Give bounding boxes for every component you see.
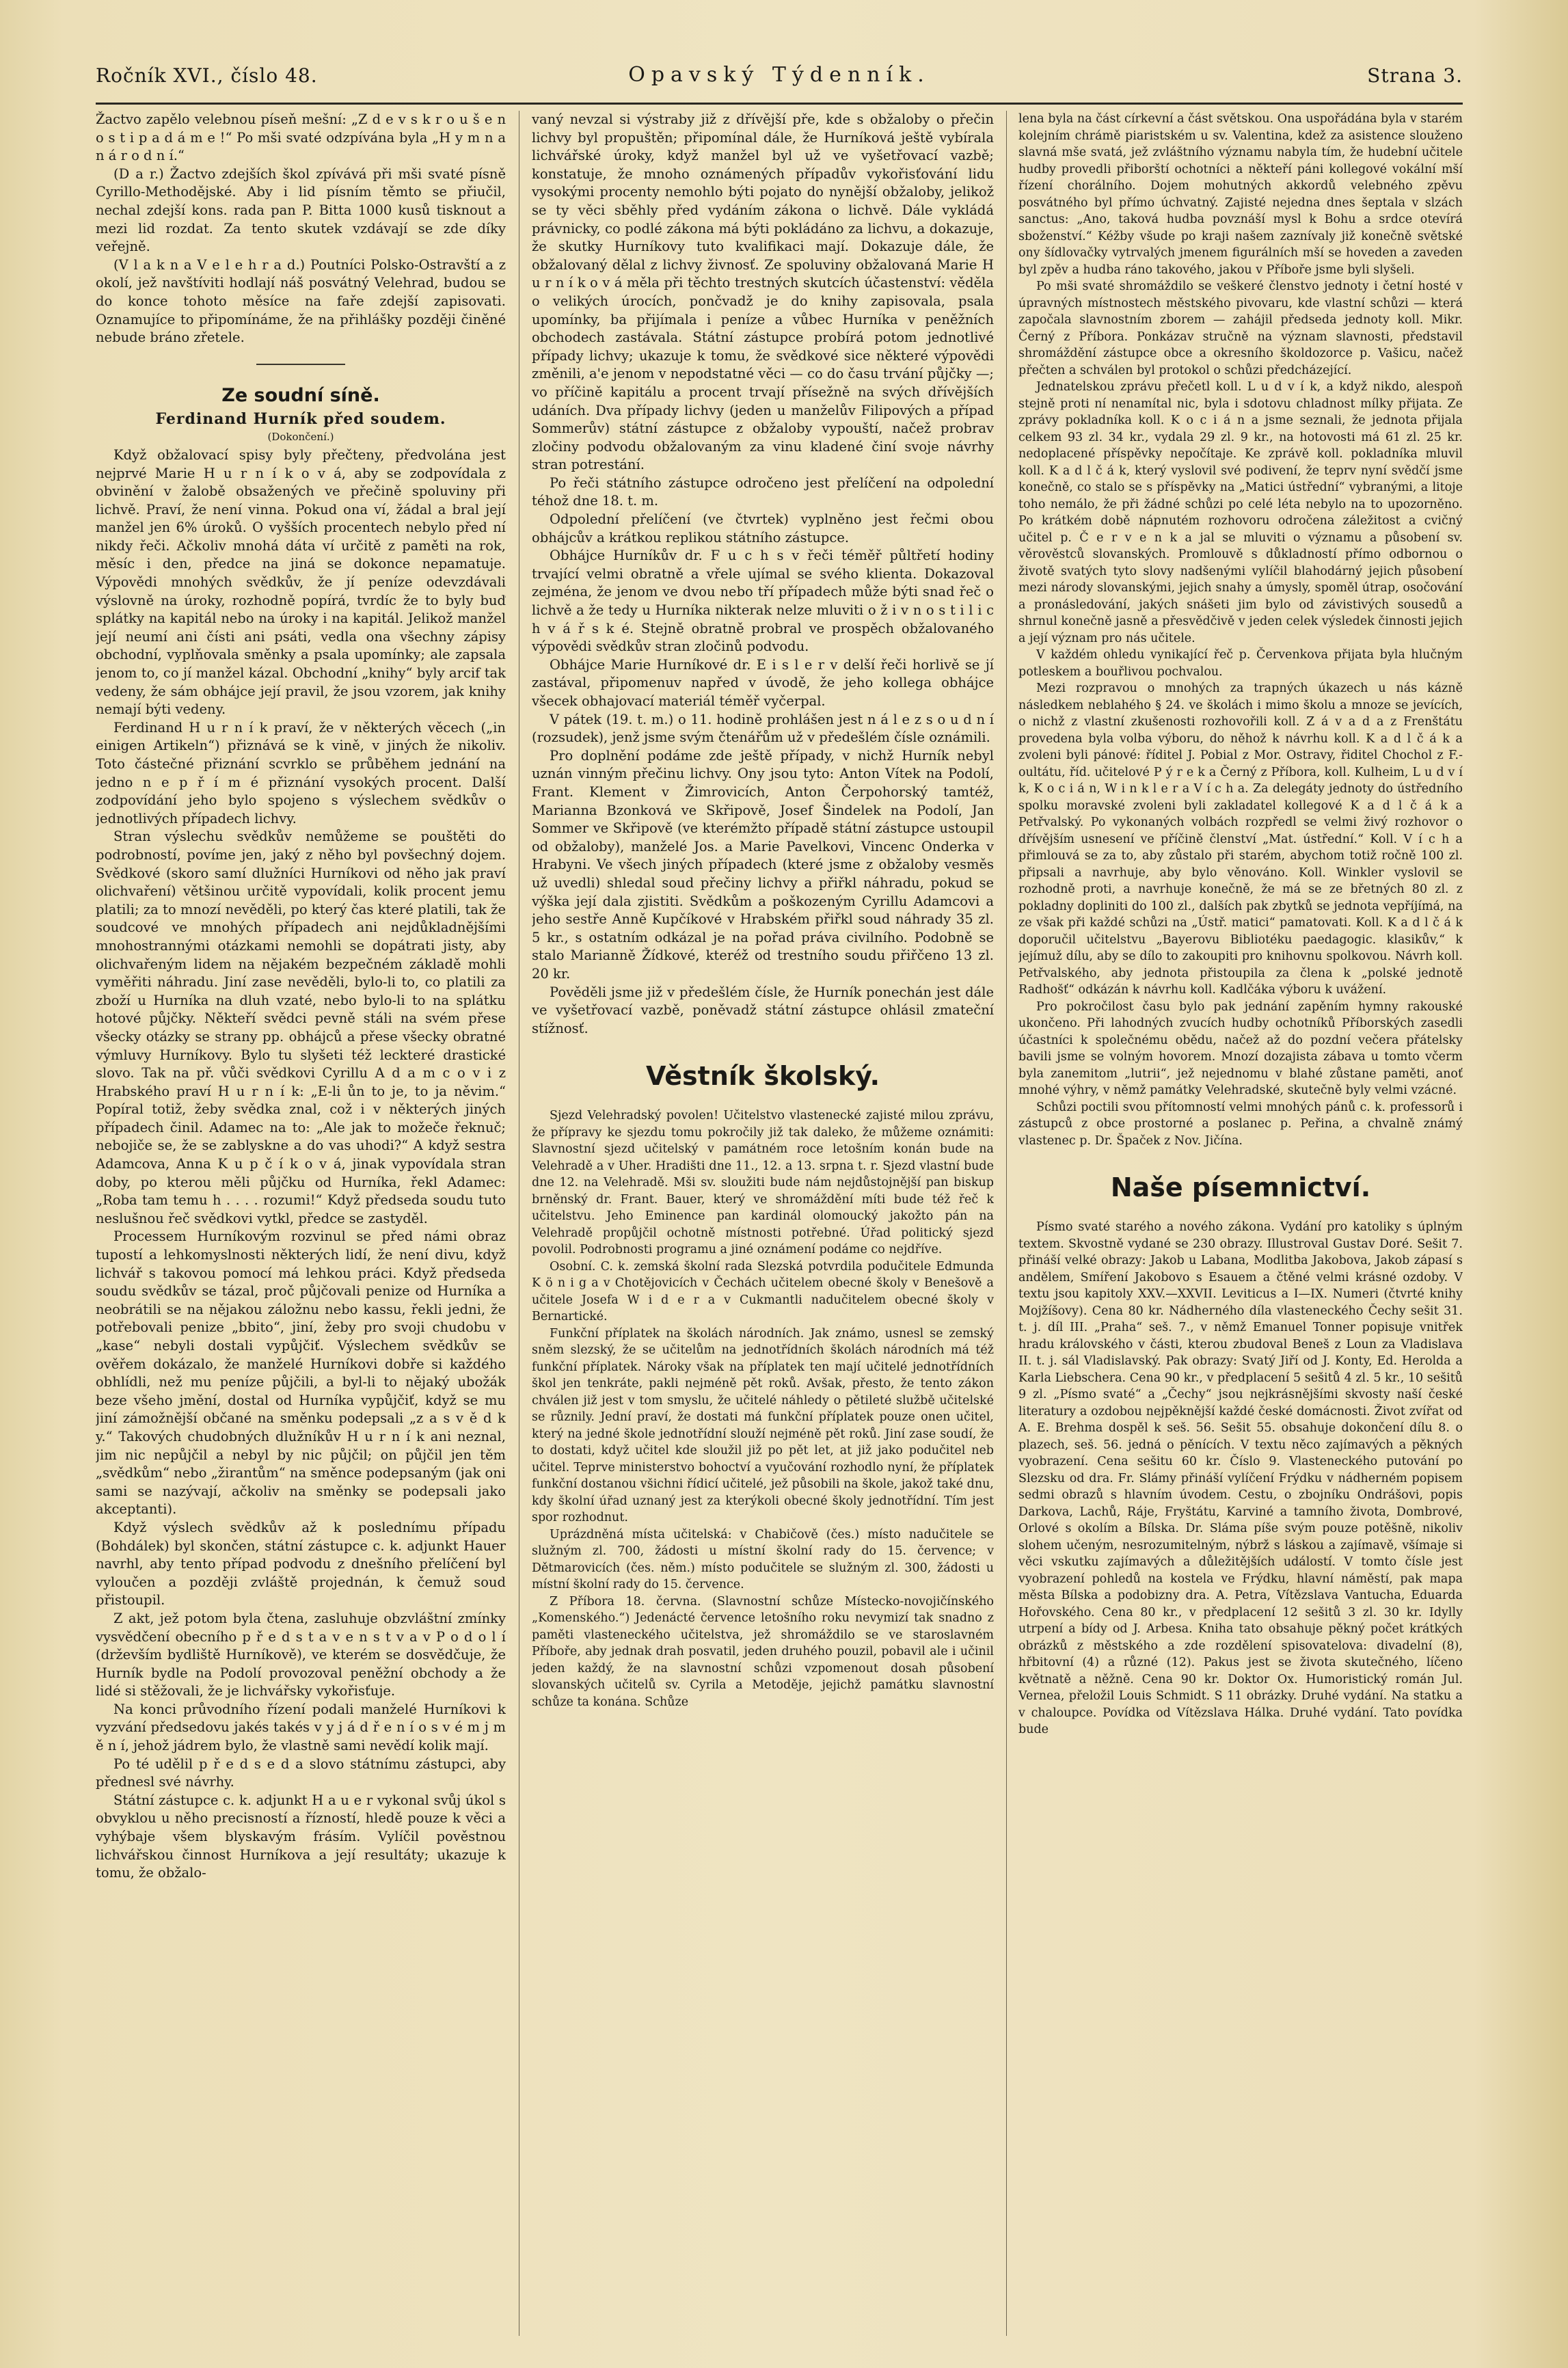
paragraph: Z Příbora 18. června. (Slavnostní schůze Místecko-novojičínského „Komenského.“) Jedenácté července letošního roku nevymizí tak snadno z paměti vlasteneckého učitelstva, jež shromáždilo se ve staroslavném Příboře, aby jednak drah posvatil, jeden druhého pouzil, pobavil ale i učinil jeden každý, že na slavnostní schůzi vzpomenout dosah působení slovanských učitelů sv. Cyrila a Metoděje, jejichž památku slavnostní schůze ta konána. Schůze <box>532 1594 994 1709</box>
paragraph: Po řeči státního zástupce odročeno jest přelíčení na odpolední téhož dne 18. t. m. <box>532 474 994 509</box>
paragraph: Pro doplnění podáme zde ještě případy, v nichž Hurník nebyl uznán vinným přečinu lichvy. Ony jsou tyto: Anton Vítek na Podolí, Frant. Klement v Žimrovicích, Anton Čerpohorský tamtéž, Marianna Bzonková ve Skřipově, Josef Šindelek na Podolí, Jan Sommer ve Skřipově (ve kterémžto případě státní zástupce ustoupil od obžaloby), manželé Jos. a Marie Pavelkovi, Vincenc Onderka v Hrabyni. Ve všech jiných případech (které jsme z obžaloby vesměs už uvedli) shledal soud přečiny lichvy a přiřkl náhradu, pokud se výška její dala zjistiti. Svědkům a poškozeným Cyrillu Adamcovi a jeho sestře Anně Kupčíkové v Hrabském přiřkl soud náhrady 35 zl. 5 kr., s ostatním odkázal je na pořad práva civilního. Podobně se stalo Marianně Žídkové, kteréž od trestního soudu přiřčeno 13 zl. 20 kr. <box>532 747 994 982</box>
page-header <box>96 60 1463 101</box>
paragraph: Processem Hurníkovým rozvinul se před námi obraz tupostí a lehkomyslnosti některých lidí, že není divu, když lichvář s takovou pomocí má lehkou práci. Když předseda soudu svědkův se tázal, proč půjčovali penize od Hurníka a neobrátili se na nějakou záložnu nebo kassu, řekli jedni, že potřebovali penize „bbito“, jiní, žeby pro svoji chudobu v „kase“ nebyli dostali vypůjčiť. Výslechem svědkův se ověřem dokázalo, že manželé Hurníkovi dobře si každého obhlídli, než mu peníze půjčili, a byl-li to nějaký ubožák beze všeho jmění, dostal od Hurníka vypůjčiť, když se mu jiní zámožnější občané na směnku podepsali „z a s v ě d k y.“ Takových chudobných dlužníkův H u r n í k ani neznal, jim nic nepůjčil a nebyl by nic půjčil; on půjčil jen těm „svědkům“ nebo „žirantům“ na směnce podepsaným (jak oni sami se nazývají, ačkoliv na směnky se podepsali jako akceptanti). <box>96 1228 506 1518</box>
paragraph: V každém ohledu vynikající řeč p. Červenkova přijata byla hlučným potleskem a bouřlivou pochvalou. <box>1018 648 1463 679</box>
paragraph: (V l a k n a V e l e h r a d.) Poutníci Polsko-Ostravští a z okolí, jež navštíviti hodlají náš posvátný Velehrad, budou se do konce tohoto měsíce na faře zdejší zapisovati. Oznamujíce to připomínáme, že na přihlášky později činěné nebude bráno zřetele. <box>96 256 506 346</box>
paragraph: V pátek (19. t. m.) o 11. hodině prohlášen jest n á l e z s o u d n í (rozsudek), jenž jsme svým čtenářům už v předešlém čísle oznámili. <box>532 711 994 746</box>
header-newspaper-title: Opavský Týdenník. <box>628 63 930 87</box>
paragraph: Stran výslechu svědkův nemůžeme se pouštěti do podrobností, povíme jen, jaký z něho byl povšechný dojem. Svědkové (skoro samí dlužníci Hurníkovi od něho jak praví olichvaření) většinou určitě vypovídali, kolik procent jemu platili; za to mnozí nevěděli, po který čas které platili, tak že soudcové ve mnohých případech ani nejdůkladnějšími mnohostrannými otázkami nemohli se dopátrati jisty, aby olichvařeným lidem na nějakém bezpečném základě mohli vyměřiti náhradu. Jiní zase nevěděli, bylo-li to, co platili za zboží u Hurníka na dluh vzaté, nebo bylo-li to na splátku hotové půjčky. Někteří svědci pevně stáli na svém přese všecky otázky se strany pp. obhájců a přese všecky obratné výmluvy Hurníkovy. Bylo tu slyšeti též leckteré drastické slovo. Tak na př. vůči svědkovi Cyrillu A d a m c o v i z Hrabského praví H u r n í k: „E-li ůn to je, to ja něvim.“ Popíral totiž, žeby svědka znal, což i v některých jiných případech činil. Adamec na to: „Ale jak to možeče řeknuč; nebojiče se, že se zablyskne a do vas uhodi?“ A když sestra Adamcova, Anna K u p č í k o v á, jinak vypovídala stran doby, po kterou měli půjčku od Hurníka, řekl Adamec: „Roba tam temu h . . . . rozumi!“ Když předseda soudu tuto neslušnou řeč svědkovi vytkl, předce se zastyděl. <box>96 829 506 1226</box>
paragraph: Na konci průvodního řízení podali manželé Hurníkovi k vyzvání předsedovu jakés takés v y j á d ř e n í o s v é m j m ě n í, jehož jádrem bylo, že vlastně sami nevědí kolik mají. <box>96 1701 506 1754</box>
paragraph: Státní zástupce c. k. adjunkt H a u e r vykonal svůj úkol s obvyklou u něho precisností a řízností, hledě pouze k věci a vyhýbaje všem blyskavým frásím. Vylíčil pověstnou lichvářskou činnost Hurníkova a její resultáty; ukazuje k tomu, že obžalo- <box>96 1792 506 1881</box>
paragraph: Žactvo zapělo velebnou píseň mešní: „Z d e v s k r o u š e n o s t i p a d á m e !“ Po mši svaté odzpívána byla „H y m n a n á r o d n í.“ <box>96 111 506 164</box>
paragraph: Funkční příplatek na školách národních. Jak známo, usnesl se zemský sněm slezský, že se učitelům na jednotřídních školách národních má též funkční příplatek. Nároky však na příplatek ten mají učitelé jednotřídních škol jen tenkráte, pakli nejméně pět roků. Avšak, přesto, že tento zákon chválen již jest v tom smyslu, že učitelé náhledy o pětileté službě učitelské se různily. Jední praví, že dostati má funkční příplatek pouze onen učitel, který na jedné škole jednotřídní slouží nejméně pět roků. Jiní zase soudí, že to dostati, když učitel kde sloužil již po pět let, at již jako podučitel neb učitel. Teprve ministerstvo bohoctví a vyučování rozhodlo nyní, že příplatek funkční dostanou všichni řídicí učitelé, jež působili na škole, jakož také dnu, kdy školní úřad uznaný jest za kterýkoli obecné školy jednotřídní. Tím jest spor rozhodnut. <box>532 1326 994 1525</box>
paragraph: Pověděli jsme již v předešlém čísle, že Hurník ponechán jest dále ve vyšetřovací vazbě, poněvadž státní zástupce ohlásil zmateční stížnosť. <box>532 984 994 1036</box>
column-2 <box>532 111 994 2339</box>
column-1 <box>96 111 506 2339</box>
header-page-number: Strana 3. <box>1367 64 1463 87</box>
paragraph: Písmo svaté starého a nového zákona. Vydání pro katoliky s úplným textem. Skvostně vydané se 230 obrazy. Illustroval Gustav Doré. Sešit 7. přináší velké obrazy: Jakob u Labana, Modlitba Jakobova, Jakob zápasí s andělem, Smíření Jakobovo s Esauem a čtěné velmi krásné ozdoby. V textu jsou kapitoly XXV.—XXVII. Leviticus a I—IX. Numeri (čtvrté knihy Mojžíšovy). Cena 80 kr. Nádherného díla vlasteneckého Čechy sešit 31. t. j. díl III. „Praha“ seš. 7., v němž Emanuel Tonner popisuje vnitřek hradu královského v části, kterou zbudoval Beneš z Loun za Vladislava II. t. j. sál Vladislavský. Pak obrazy: Svatý Jiří od J. Konty, Ed. Herolda a Karla Liebschera. Cena 90 kr., v předplacení 5 sešitů 4 zl. 5 kr., 10 sešitů 9 zl. „Písmo svaté“ a „Čechy“ jsou nejkrásnějšími skvosty naší české literatury a ozdobou nejpěknější každé české domácnosti. Život zvířat od A. E. Brehma dospěl k seš. 56. Sešit 55. obsahuje dokončení dílu 8. o plazech, seš. 56. jedná o pěnících. V textu něco zajímavých a pěkných vyobrazení. Cena sešitu 60 kr. Číslo 9. Vlasteneckého putování po Slezsku od dra. Fr. Slámy přináší vylíčení Frýdku v nádherném popisem sedmi obrazů s hlavním úvodem. Cestu, o zbojníku Ondrášovi, popis Darkova, Lachů, Ráje, Fryštátu, Karviné a tamního života, Dombrové, Orlové s okolím a Bílska. Dr. Sláma píše svým pouze potěšně, nikoliv slohem učeným, nesrozumitelným, nýbrž s láskou a zajímavě, všímaje si věci vskutku zajímavých a důležitějších událostí. V tomto čísle jest vyobrazení pohledů na kostela ve Frýdku, hlavní náměstí, pak mapa města Bílska a podobizny dra. A. Petra, Vítězslava Vantucha, Eduarda Hořovského. Cena 80 kr., v předplacení 12 sešitů 3 zl. 30 kr. Idylly utrpení a bídy od J. Arbesa. Kniha tato obsahuje pěkný počet krátkých obrázků z městského a zde rozdělení spisovatelova: divadelní (8), hřbitovní (4) a různé (12). Pakus jest se života skutečného, líčeno květnatě a něžně. Cena 90 kr. Doktor Ox. Humoristický román Jul. Vernea, přeložil Louis Schmidt. S 11 obrázky. Druhé vydání. Na statku a v chaloupce. Povídka od Vítězslava Hálka. Druhé vydání. Tato povídka bude <box>1018 1220 1463 1736</box>
paragraph: Odpolední přelíčení (ve čtvrtek) vyplněno jest řečmi obou obhájcův a krátkou replikou státního zástupce. <box>532 511 994 546</box>
paragraph: Když výslech svědkův až k poslednímu případu (Bohdálek) byl skončen, státní zástupce c. k. adjunkt Hauer navrhl, aby tento případ podvodu z dnešního přelíčení byl vyloučen a později zvláště projednán, k čemuž soud přistoupil. <box>96 1519 506 1609</box>
paragraph: Mezi rozpravou o mnohých za trapných úkazech u nás kázně následkem neblahého § 24. ve školách i mimo školu a mnoze se jevících, o nichž z vlastní zkušenosti rozhovořili koll. Z á v a d a z Frenštátu provedena byla volba výboru, do něhož k návrhu koll. K a d l č á k a zvoleni byli pánové: říditel J. Pobial z Mor. Ostravy, řiditel Chochol z F.-oultátu, říd. učitelové P ý r e k a Černý z Příbora, koll. Kulheim, L u d v í k, K o c i á n, W i n k l e r a V í c h a. Za delegáty jednoty do ústředního spolku moravské zvoleni byli zakladatel kollegové K a d l č á k a Petřvalský. Po vykonaných volbách rozpředl se velmi živý rozhovor o dřívějším usnesení ve příčině členství „Mat. ústřední.“ Koll. V í c h a přimlouvá se za to, aby zůstalo při starém, abychom totiž ročně 100 zl. připsali a navrhuje, aby bylo věnováno. Koll. Winkler vyslovil se rozhodně proti, a navrhuje konečně, že má se ze břetných 80 zl. z pokladny dopliniti do 100 zl., dalších pak zbytků se jednota vepříjímá, na ze však při každé schůzi na „Ústř. matici“ pamatovati. Koll. K a d l č á k doporučil učitelstvu „Bayerovu Bibliotéku paedagogic. klasikův,“ k jejímuž dílu, aby se dílo to zakoupiti pro knihovnu spolkovou. Návrh koll. Petřvalského, aby jednota přistoupila za člena k „polské jednotě Radhošť“ odkázán k návrhu koll. Kadlčáka výboru k uvážení. <box>1018 682 1463 997</box>
paragraph: Po té udělil p ř e d s e d a slovo státnímu zástupci, aby přednesl své návrhy. <box>96 1755 506 1790</box>
section-title-school: Věstník školský. <box>645 1061 880 1092</box>
paragraph: Obhájce Marie Hurníkové dr. E i s l e r v delší řeči horlivě se jí zastával, připomenuv napřed v úvodě, že jeho kollega obhájce všecek obhajovací materiál téměř vyčerpal. <box>532 656 994 709</box>
literature-block <box>1018 1219 1463 1738</box>
paragraph: Pro pokročilost času bylo pak jednání zapěním hymny rakouské ukončeno. Při lahodných zvucích hudby ochotníků Příborských zasedli účastníci k společnému obědu, načež až do pozdní večera přátelsky bavili jsme se volným hovorem. Mnozí dozajista zábava u tomto včerm byla zanemitom „lutrii“, jež nejednomu v blahé zůstane paměti, anoť mnohé výhry, v němž památky Velehradské, skutečně byly velmi vzácné. <box>1018 999 1463 1097</box>
header-issue: Ročník XVI., číslo 48. <box>96 64 318 87</box>
paragraph: Obhájce Hurníkův dr. F u c h s v řeči téměř půltřetí hodiny trvající velmi obratně a vřele ujímal se svého klienta. Dokazoval zejména, že jenom ve dvou nebo tří případech může býti snad řeč o lichvě a že tedy u Hurníka nikterak nelze mluviti o ž i v n o s t i l i c h v á ř s k é. Stejně obratně probral ve prospěch obžalovaného výpovědi svědkův stran zločinů podvodu. <box>532 548 994 655</box>
section-divider <box>256 364 345 365</box>
section-note: (Dokončení.) <box>267 431 334 444</box>
paragraph: Ferdinand H u r n í k praví, že v některých věcech („in einigen Artikeln“) přiznává se k vině, v jiných že nikoliv. Toto částečné přiznání scvrklo se průběhem jednání na jedno n e p ř í m é přiznání vysokých procent. Další zodpovídání jeho bylo spojeno s výslechem svědkův o jednotlivých případech lichvy. <box>96 719 506 826</box>
section-title-court: Ze soudní síně. <box>221 384 380 406</box>
paragraph: (D a r.) Žactvo zdejších škol zpívává při mši svaté písně Cyrillo-Methodějské. Aby i lid písním těmto se přiučil, nechal zdejší kons. rada pan P. Bitta 1000 kusů tisknout a mezi lid rozdat. Za tento skutek vzdávají se zde díky veřejně. <box>96 165 506 255</box>
paragraph: Schůzi poctili svou přítomností velmi mnohých pánů c. k. professorů i zástupců z obce prostorné a poslanec p. Peřina, a chvalně známý vlastenec p. Dr. Špaček z Nov. Jičína. <box>1018 1100 1463 1148</box>
paragraph: Z akt, jež potom byla čtena, zasluhuje obzvláštní zmínky vysvědčení obecního p ř e d s t a v e n s t v a v P o d o l í (drževším bydliště Hurníkově), ve kterém se dosvědčuje, že Hurník bydle na Podolí provozoval peněžní obchody a že lidé si stěžovali, že je lichvářsky vykořisťuje. <box>96 1610 506 1699</box>
header-rule <box>96 103 1463 105</box>
section-title-literature: Naše písemnictví. <box>1110 1172 1371 1202</box>
section-subtitle: Ferdinand Hurník před soudem. <box>155 409 446 428</box>
column-divider <box>1006 111 1007 2336</box>
paragraph: Když obžalovací spisy byly přečteny, předvolána jest nejprvé Marie H u r n í k o v á, aby se zodpovídala z obvinění v žalobě obsažených ve přečině spoluviny při lichvě. Praví, že není vinna. Pokud ona ví, žádal a bral její manžel jen 6% úroků. O vyšších procentech nebylo před ní nikdy řeči. Ačkoliv mnohá dáta ví určitě z paměti na rok, měsíc i den, předce na jiná se dokonce nepamatuje. Výpovědi mnohých svědkův, že jí peníze odevzdávali výslovně na úroky, rozhodně popírá, tvrdíc že to byly buď splátky na kapitál nebo na úroky i na kapitál. Jelikož manžel její neumí ani čísti ani psáti, vedla ona všechny zápisy obchodní, vyplňovala směnky a psala upomínky; ale zapsala jenom to, co jí manžel kázal. Obchodní „knihy“ byly arcif tak vedeny, že sám obhájce její pravil, že jsou vzorem, jak knihy nemají býti vedeny. <box>96 446 506 718</box>
paragraph: lena byla na část církevní a část světskou. Ona uspořádána byla v starém kolejním chrámě piaristském u sv. Valentina, kdež za asistence slouženo slavná mše svatá, jež zvláštního významu nabyla tím, že hudební učitele hudby provedli přiborští ochotníci a někteří páni kollegové vokální mší řízení chorálního. Dojem mohutných akkordů velebného zpěvu posvátného byl přímo úchvatný. Zajisté nejedna dnes šeptala v slzách sanctus: „Ano, taková hudba povznáší mysl k Bohu a srdce otevírá sboženství.“ Kéžby všude po kraji našem zaznívaly již konečně světské ony šídlovačky vytrvalých jmenem figurálních mší se hoveden a zaveden byl zpěv a hudba ráno takového, jakou v Příboře jsme byli slyšeli. <box>1018 112 1463 277</box>
column-3 <box>1018 111 1463 2339</box>
paragraph: Uprázdněná místa učitelská: v Chabičově (čes.) místo nadučitele se služným zl. 700, žádosti u místní školní rady do 15. července; v Dětmarovicích (čes. něm.) místo podučitele se služným zl. 300, žádosti u místní školní rady do 15. července. <box>532 1527 994 1592</box>
paragraph: Jednatelskou zprávu přečetl koll. L u d v í k, a když nikdo, alespoň stejně proti ní nenamítal nic, byla i sdotovu chladnost mílky přijata. Ze zprávy pokladníka koll. K o c i á n a jsme seznali, že jednota přijala celkem 93 zl. 34 kr., vydala 29 zl. 9 kr., na hotovosti má 61 zl. 25 kr. nedoplacené příspěvky nepočítaje. Ke zprávě koll. pokladníka mluvil koll. K a d l č á k, který vyslovil své podivení, že teprv nyní svědčí jsme konečně, co stalo se s příspěvky na „Matici ústřední“ vybranými, a litoje toho nemálo, že při žádné schůzi po celé léta nebylo na to upozorněno. Po krátkém době nápnutém rozhovoru odročena záležitost a cvičný učitel p. Č e r v e n k a jal se mluviti o významu a působení sv. věrověstců slovanských. Promlouvě s důkladností přímo odbornou o životě svatých tyto slovy nadšenými vylíčil blahodárný jejich působení mezi národy slovanskými, jejich snahy a úmysly, spoměl útrap, osočování a pronásledování, jakých snášeti jim bylo od závistivých sousedů a shrnul konečně jasně a přesvědčivě v jeden celek výsledek činnosti jejich a její význam pro nás učitele. <box>1018 380 1463 645</box>
paragraph: Osobní. C. k. zemská školní rada Slezská potvrdila podučitele Edmunda K ö n i g a v Chotějovicích v Čechách učitelem obecné školy v Benešově a učitele Josefa W i d e r a v Cukmantli nadučitelem obecné školy v Bernartické. <box>532 1259 994 1324</box>
school-news-continued <box>1018 111 1463 1149</box>
paragraph: Po mši svaté shromáždilo se veškeré členstvo jednoty i četní hosté v úpravných místnostech městského pivovaru, kde vlastní schůzi — která započala slavnostním zborem — zahájil předseda jednoty koll. Mikr. Černý z Příbora. Ponkázav stručně na význam slavnosti, představil shromáždění zástupce obce a okresního školdozorce p. Vašicu, načež přečten a schválen byl protokol o schůzi předcházející. <box>1018 280 1463 377</box>
paragraph: vaný nevzal si výstraby již z dřívější pře, kde s obžaloby o přečin lichvy byl propuštěn; připomínal dále, že Hurníková ještě vybírala lichvářské úroky, když manžel byl už ve vyšetřovací vazbě; konstatuje, že mnoho oznámených případův vykořisťování lidu vysokými procenty nemohlo býti pojato do nynější obžaloby, jelikož se ty věci sběhly před vydáním zákona o lichvě. Dále vykládá právnicky, co podlé zákona má býti pokládáno za lichvu, a dokazuje, že skutky Hurníkovy tuto kvalifikaci mají. Dokazuje dále, že obžalovaný dělal z lichvy živnosť. Ze spoluviny obžalovaná Marie H u r n í k o v á měla při těchto trestných skutcích účastenství: věděla o velikých úrocích, pončvadž je do knihy zapisovala, psala upomínky, ba přijímala i peníze a vůbec Hurníka v peněžních obchodech zastávala. Státní zástupce probírá potom jednotlivé případy lichvy; ukazuje k tomu, že svědkové sice některé výpovědi změnili, a'e jenom v nepodstatné věci — co do času trvání půjčky —; vo příčině kapitálu a procent trvají přísežně na svých dřívějších udáních. Dva případy lichvy (jeden u manželův Filipových a případ Sommerův) státní zástupce z obžaloby vypouští, načež probrav zločiny podvodu obžalovaným za vinu kladené činí svoje návrhy stran potrestání. <box>532 111 994 473</box>
school-news-block <box>532 1107 994 1710</box>
paragraph: Sjezd Velehradský povolen! Učitelstvo vlastenecké zajisté milou zprávu, že přípravy ke sjezdu tomu pokročily již tak daleko, že můžeme oznámiti: Slavnostní sjezd učitelský v památném roce letošním konán bude na Velehradě a v Uher. Hradišti dne 11., 12. a 13. srpna t. r. Sjezd vlastní bude dne 12. na Velehradě. Mši sv. sloužiti bude nám nejdůstojnější pan biskup brněnský dr. Frant. Bauer, který ve shromáždění míti bude též řeč k učitelstvu. Jeho Eminence pan kardinál olomoucký jakožto pán na Velehradě propůjčil ochotně místnosti potřebné. Úřad politický sjezd povolil. Podrobnosti programu a jiné oznámení podáme co nejdříve. <box>532 1109 994 1257</box>
